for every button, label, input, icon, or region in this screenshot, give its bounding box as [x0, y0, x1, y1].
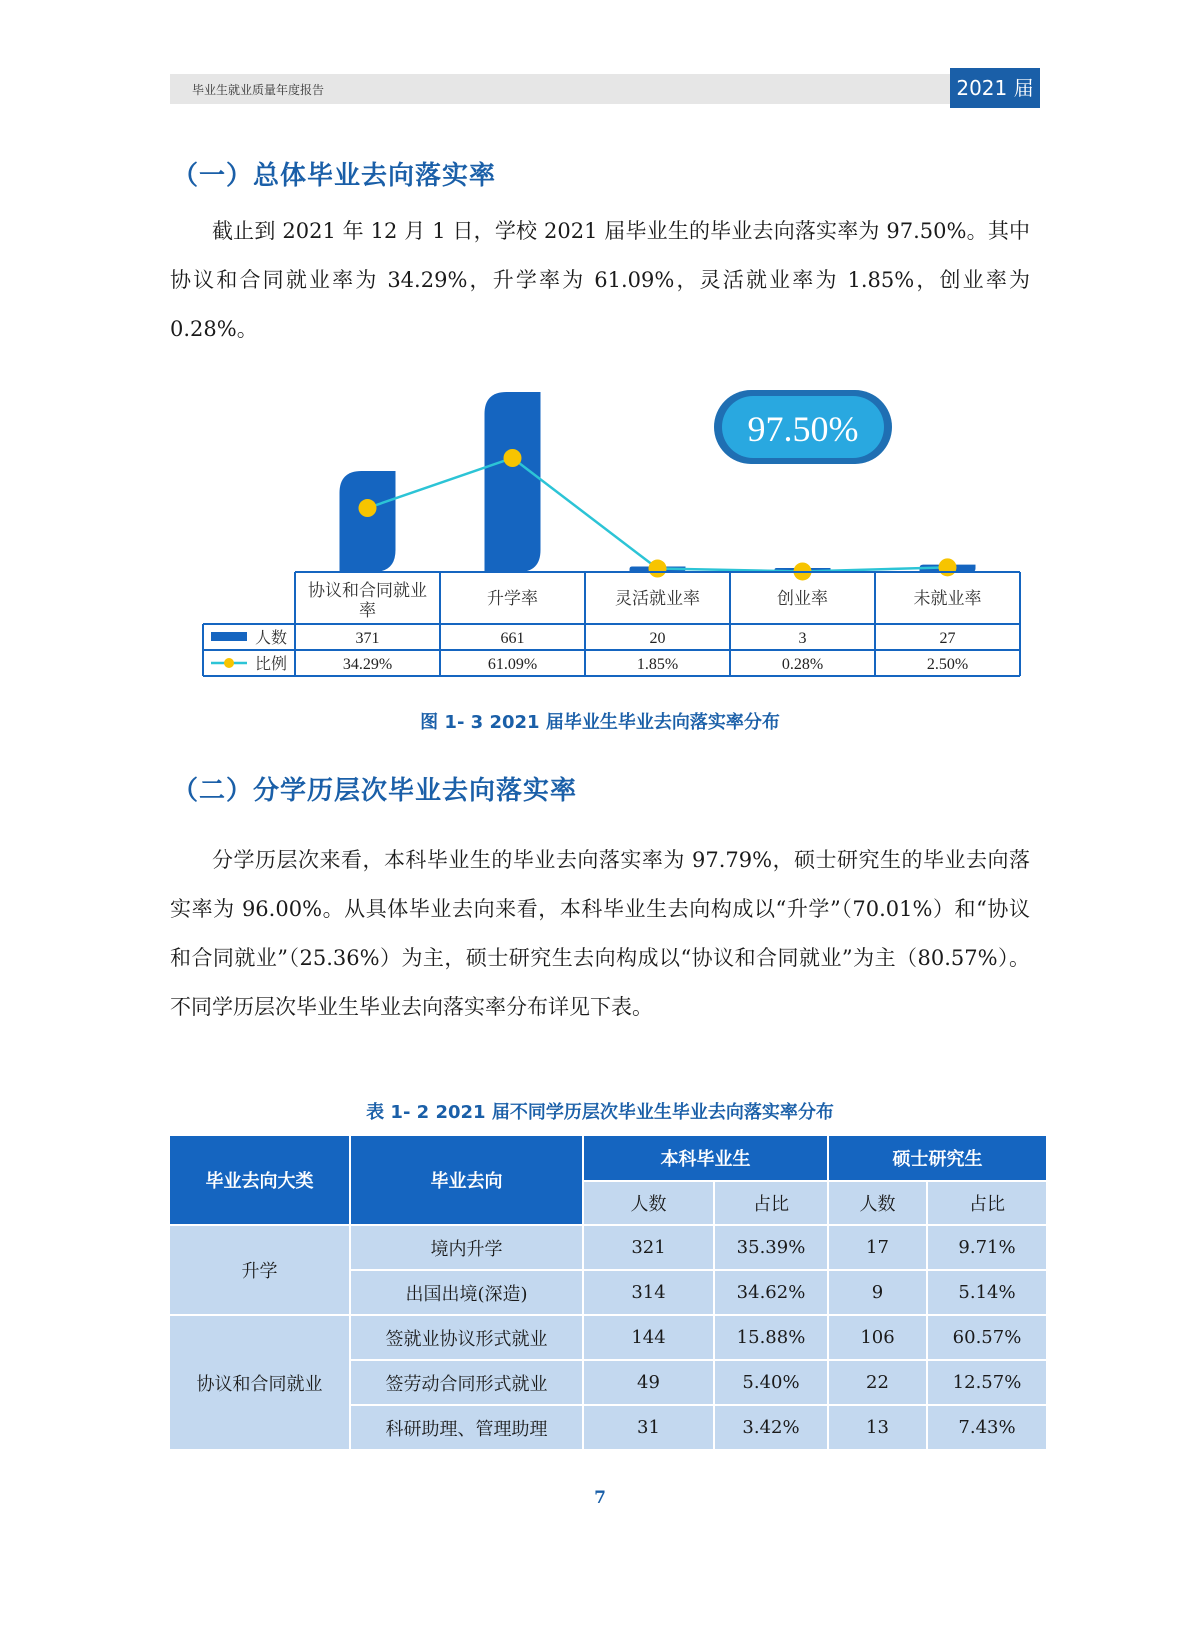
ms-count-cell: 17 [828, 1225, 927, 1270]
figure-caption: 图 1- 3 2021 届毕业生毕业去向落实率分布 [420, 712, 780, 733]
col-header-master: 硕士研究生 [828, 1135, 1047, 1181]
category-label-3: 灵活就业率 [615, 589, 700, 609]
category-label-1: 协议和合同就业率 [308, 581, 427, 621]
report-year-badge: 2021 届 [950, 68, 1040, 108]
ms-ratio-cell: 9.71% [927, 1225, 1047, 1270]
ratio-point-2 [504, 449, 522, 467]
col-header-ms-count: 人数 [828, 1181, 927, 1225]
chart-line [359, 449, 957, 580]
table-caption: 表 1- 2 2021 届不同学历层次毕业生毕业去向落实率分布 [366, 1102, 834, 1123]
destination-cell: 出国出境(深造) [350, 1270, 583, 1315]
col-header-ug-ratio: 占比 [714, 1181, 828, 1225]
destination-cell: 境内升学 [350, 1225, 583, 1270]
ug-ratio-cell: 5.40% [714, 1360, 828, 1405]
col-header-category: 毕业去向大类 [169, 1135, 350, 1225]
ratio-label-5: 2.50% [926, 656, 969, 673]
ratio-point-1 [359, 499, 377, 517]
destination-chart [0, 360, 1200, 680]
ug-ratio-cell: 15.88% [714, 1315, 828, 1360]
paragraph-by-degree: 分学历层次来看，本科毕业生的毕业去向落实率为 97.79%，硕士研究生的毕业去向落实率为 96.00%。从具体毕业去向来看，本科毕业生去向构成以“升学”（70.01%）和“协议和合同就业”（25.36%）为主，硕士研究生去向构成以“协议和合同就业”为主（80.57%）。不同学历层次毕业生毕业去向落实率分布详见下表。 [170, 848, 1030, 1019]
ug-ratio-cell: 3.42% [714, 1405, 828, 1450]
ug-count-cell: 321 [583, 1225, 714, 1270]
category-label-5: 未就业率 [913, 589, 982, 609]
legend-bar-swatch [211, 632, 247, 641]
bar-1 [340, 471, 396, 572]
ug-ratio-cell: 35.39% [714, 1225, 828, 1270]
ug-ratio-cell: 34.62% [714, 1270, 828, 1315]
ratio-point-5 [939, 558, 957, 576]
table-row [169, 1315, 1047, 1360]
ug-count-cell: 31 [583, 1405, 714, 1450]
group-cell-contract-employment: 协议和合同就业 [169, 1315, 350, 1450]
col-header-ug-count: 人数 [583, 1181, 714, 1225]
destination-table [168, 1134, 1048, 1451]
ug-count-cell: 144 [583, 1315, 714, 1360]
ratio-point-3 [649, 560, 667, 578]
section-heading-by-degree: （二）分学历层次毕业去向落实率 [172, 776, 578, 806]
ms-ratio-cell: 60.57% [927, 1315, 1047, 1360]
ratio-label-2: 61.09% [487, 656, 538, 673]
group-cell-further-study: 升学 [169, 1225, 350, 1315]
rate-badge-value: 97.50% [747, 409, 859, 449]
page-number: 7 [594, 1488, 606, 1508]
ug-count-cell: 314 [583, 1270, 714, 1315]
col-header-undergrad: 本科毕业生 [583, 1135, 828, 1181]
ratio-label-3: 1.85% [636, 656, 679, 673]
chart-data-table [203, 572, 1020, 676]
report-title: 毕业生就业质量年度报告 [192, 83, 325, 97]
col-header-ms-ratio: 占比 [927, 1181, 1047, 1225]
destination-cell: 科研助理、管理助理 [350, 1405, 583, 1450]
ug-count-cell: 49 [583, 1360, 714, 1405]
ms-count-cell: 22 [828, 1360, 927, 1405]
count-label-1: 371 [355, 630, 380, 647]
category-label-4: 创业率 [777, 589, 828, 609]
col-header-destination: 毕业去向 [350, 1135, 583, 1225]
ms-count-cell: 9 [828, 1270, 927, 1315]
ms-count-cell: 106 [828, 1315, 927, 1360]
ratio-line [368, 458, 948, 571]
ratio-label-4: 0.28% [781, 656, 824, 673]
count-label-4: 3 [798, 630, 807, 647]
ms-ratio-cell: 7.43% [927, 1405, 1047, 1450]
legend-bar-label: 人数 [255, 628, 288, 647]
count-label-2: 661 [500, 630, 525, 647]
destination-cell: 签劳动合同形式就业 [350, 1360, 583, 1405]
bar-2 [485, 392, 541, 572]
ratio-label-1: 34.29% [342, 656, 393, 673]
count-label-3: 20 [649, 630, 666, 647]
section-heading-overall: （一）总体毕业去向落实率 [172, 161, 497, 191]
legend-line-label: 比例 [255, 654, 288, 673]
destination-cell: 签就业协议形式就业 [350, 1315, 583, 1360]
count-label-5: 27 [939, 630, 956, 647]
ms-ratio-cell: 5.14% [927, 1270, 1047, 1315]
ms-ratio-cell: 12.57% [927, 1360, 1047, 1405]
legend-line-marker [224, 658, 234, 668]
paragraph-overall: 截止到 2021 年 12 月 1 日，学校 2021 届毕业生的毕业去向落实率为 97.50%。其中协议和合同就业率为 34.29%，升学率为 61.09%，灵活就业率为 1.85%，创业率为 0.28%。 [170, 219, 1030, 341]
category-label-2: 升学率 [487, 589, 538, 609]
rate-badge [714, 390, 892, 464]
table-row [169, 1225, 1047, 1270]
ms-count-cell: 13 [828, 1405, 927, 1450]
